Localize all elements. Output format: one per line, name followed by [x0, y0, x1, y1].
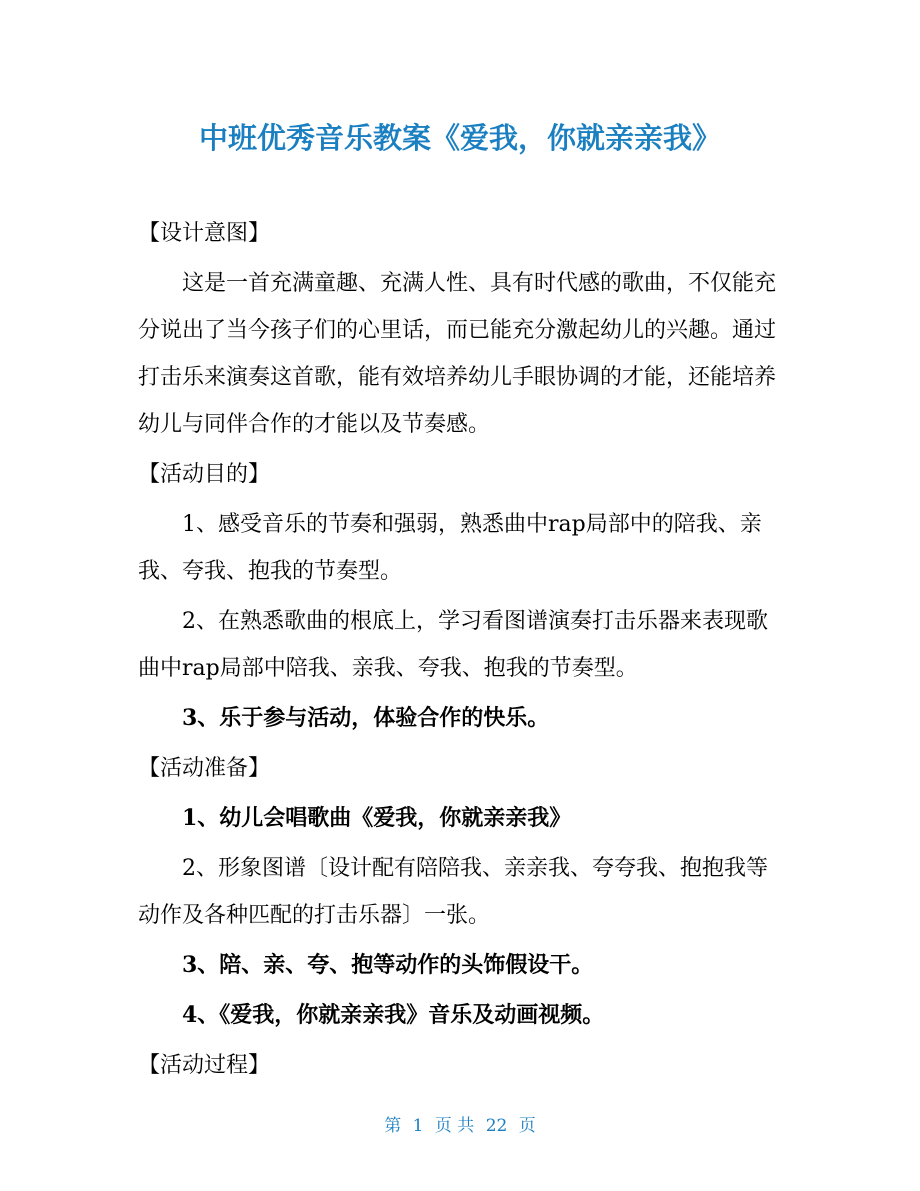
- objective-item-1: 1、感受音乐的节奏和强弱，熟悉曲中rap局部中的陪我、亲我、夸我、抱我的节奏型。: [138, 512, 762, 584]
- footer-end-label: 页: [518, 1116, 536, 1136]
- preparation-item-2: 2、形象图谱〔设计配有陪陪我、亲亲我、夸夸我、抱抱我等动作及各种匹配的打击乐器〕一张。: [138, 856, 768, 928]
- document-body: [138, 210, 788, 1092]
- paragraph-design-intent: 这是一首充满童趣、充满人性、具有时代感的歌曲，不仅能充分说出了当今孩子们的心里话，而已能充分激起幼儿的兴趣。通过打击乐来演奏这首歌，能有效培养幼儿手眼协调的才能，还能培养幼儿与同伴合作的才能以及节奏感。: [138, 271, 777, 437]
- objective-item-3: 3、乐于参与活动，体验合作的快乐。: [182, 705, 550, 731]
- footer-of-label: 页 共: [434, 1116, 475, 1136]
- footer-current-page: 1: [412, 1116, 424, 1136]
- preparation-item-4: 4、《爱我，你就亲亲我》音乐及动画视频。: [182, 1002, 605, 1028]
- section-heading-process: 【活动过程】: [138, 1053, 271, 1078]
- objective-item-2: 2、在熟悉歌曲的根底上，学习看图谱演奏打击乐器来表现歌曲中rap局部中陪我、亲我、夸我、抱我的节奏型。: [138, 609, 768, 681]
- page-footer: [0, 1113, 920, 1139]
- preparation-item-1: 1、幼儿会唱歌曲《爱我，你就亲亲我》: [182, 805, 572, 831]
- document-title: 中班优秀音乐教案《爱我，你就亲亲我》: [198, 121, 721, 155]
- footer-total-pages: 22: [485, 1116, 508, 1136]
- section-heading-objectives: 【活动目的】: [138, 462, 271, 487]
- preparation-item-3: 3、陪、亲、夸、抱等动作的头饰假设干。: [182, 952, 594, 978]
- footer-page-label: 第: [384, 1116, 402, 1136]
- section-heading-preparation: 【活动准备】: [138, 756, 271, 781]
- section-heading-design-intent: 【设计意图】: [138, 221, 271, 246]
